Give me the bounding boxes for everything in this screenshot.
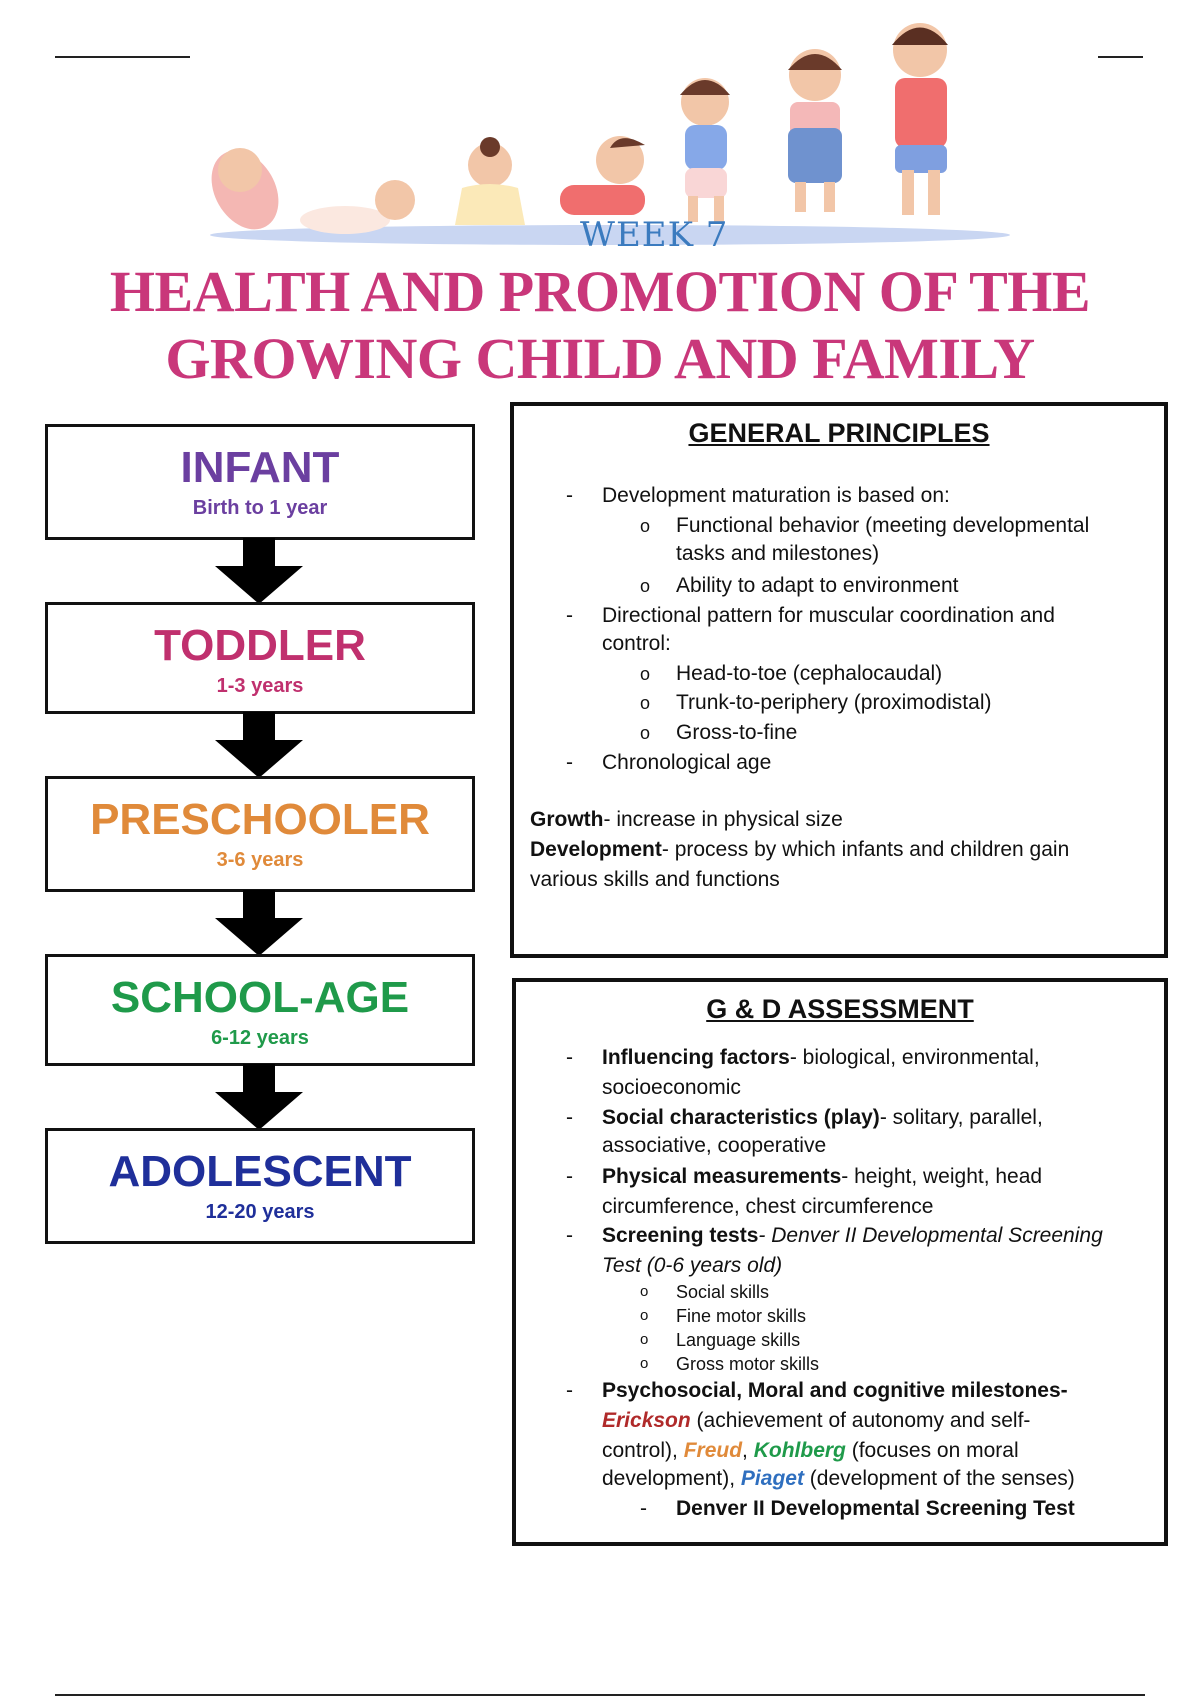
- general-principles-panel: [510, 402, 1168, 958]
- down-arrow-icon: [211, 712, 307, 778]
- down-arrow-icon: [211, 538, 307, 604]
- item-def: - biological, environmental,: [789, 1046, 1040, 1069]
- lying-baby-figure: [300, 180, 415, 234]
- stage-range: 1-3 years: [216, 675, 304, 697]
- assessment-item: [602, 1163, 1042, 1191]
- item-def: - height, weight, head: [841, 1165, 1043, 1188]
- sub-bullet-circle: o: [640, 1307, 649, 1324]
- screening-skill: Gross motor skills: [676, 1354, 820, 1374]
- sub-bullet-circle: o: [640, 1331, 649, 1348]
- crawling-toddler-figure: [560, 136, 645, 215]
- principle-text: control:: [602, 632, 671, 655]
- screening-skill: Language skills: [676, 1330, 801, 1350]
- development-def: - process by which infants and children gain: [661, 838, 1070, 861]
- item-def: - Denver II Developmental Screening: [758, 1224, 1103, 1247]
- principle-text: Ability to adapt to environment: [676, 574, 959, 597]
- bullet-dash: -: [566, 1106, 573, 1129]
- comma: ,: [742, 1439, 754, 1462]
- screening-skill: Fine motor skills: [676, 1306, 807, 1326]
- top-left-rule: [55, 56, 190, 58]
- bullet-dash: -: [566, 1379, 573, 1402]
- item-def-cont: associative, cooperative: [602, 1134, 827, 1157]
- sub-bullet-circle: o: [640, 723, 651, 743]
- item-def-cont: socioeconomic: [602, 1076, 741, 1099]
- assessment-item: [602, 1044, 1040, 1072]
- bullet-dash: -: [566, 604, 573, 627]
- bullet-dash: -: [566, 1224, 573, 1247]
- week-label: WEEK 7: [580, 215, 729, 255]
- page-title-line-2: GROWING CHILD AND FAMILY: [165, 326, 1035, 391]
- sub-bullet-circle: o: [640, 1283, 649, 1300]
- erickson-def: (achievement of autonomy and self-: [690, 1409, 1031, 1432]
- kohlberg-def-cont: development),: [602, 1467, 741, 1490]
- child-overalls-figure: [788, 49, 842, 212]
- erickson-def-cont: control),: [602, 1439, 684, 1462]
- screening-skill: Social skills: [676, 1282, 770, 1302]
- growth-def: - increase in physical size: [603, 808, 843, 831]
- assessment-item: [602, 1222, 1103, 1250]
- sub-bullet-circle: o: [640, 1355, 649, 1372]
- growth-term: Growth: [530, 808, 604, 831]
- principle-text: Chronological age: [602, 751, 772, 774]
- item-def: - solitary, parallel,: [879, 1106, 1043, 1129]
- stage-name: ADOLESCENT: [108, 1147, 412, 1196]
- principle-text: Head-to-toe (cephalocaudal): [676, 662, 943, 685]
- bullet-dash: -: [566, 1165, 573, 1188]
- milestones-line-4: [602, 1465, 1075, 1493]
- stage-name: INFANT: [180, 443, 340, 492]
- stage-name: PRESCHOOLER: [90, 795, 430, 844]
- principle-text: Functional behavior (meeting developmental: [676, 514, 1090, 537]
- sub-bullet-circle: o: [640, 516, 651, 536]
- standing-toddler-figure: [680, 78, 730, 222]
- milestones-item: [602, 1377, 1068, 1405]
- stage-name: TODDLER: [154, 621, 366, 670]
- principle-text: Gross-to-fine: [676, 721, 798, 744]
- piaget-name: Piaget: [740, 1467, 804, 1490]
- top-right-rule: [1098, 56, 1143, 58]
- milestones-line-2: [602, 1407, 1030, 1435]
- principle-text: tasks and milestones): [676, 542, 880, 565]
- principle-text: Directional pattern for muscular coordination and: [602, 604, 1055, 627]
- development-definition: [530, 836, 1069, 864]
- development-term: Development: [530, 838, 662, 861]
- panel-title: G & D ASSESSMENT: [706, 994, 974, 1024]
- item-def-cont: Test (0-6 years old): [602, 1254, 783, 1277]
- stage-infant: [45, 424, 475, 540]
- stage-adolescent: [45, 1128, 475, 1244]
- stage-toddler: [45, 602, 475, 714]
- principle-text: Development maturation is based on:: [602, 484, 950, 507]
- item-term: Physical measurements: [602, 1165, 842, 1188]
- bullet-dash: -: [640, 1497, 647, 1520]
- sitting-baby-figure: [455, 137, 525, 225]
- bullet-dash: -: [566, 484, 573, 507]
- milestones-line-3: [602, 1437, 1019, 1465]
- newborn-figure: [198, 139, 292, 242]
- bullet-dash: -: [566, 751, 573, 774]
- stage-range: 3-6 years: [216, 849, 304, 871]
- denver-test-item: Denver II Developmental Screening Test: [676, 1497, 1075, 1520]
- erickson-name: Erickson: [602, 1409, 691, 1432]
- down-arrow-icon: [211, 890, 307, 956]
- stage-range: 6-12 years: [211, 1027, 309, 1049]
- school-girl-figure: [892, 23, 948, 215]
- gd-assessment-panel: [512, 978, 1168, 1546]
- item-term: Screening tests: [602, 1224, 759, 1247]
- stage-range: 12-20 years: [205, 1201, 315, 1223]
- principle-text: Trunk-to-periphery (proximodistal): [676, 691, 992, 714]
- stage-preschooler: [45, 776, 475, 892]
- piaget-def: (development of the senses): [803, 1467, 1075, 1490]
- sub-bullet-circle: o: [640, 664, 651, 684]
- assessment-item: [602, 1104, 1043, 1132]
- freud-name: Freud: [683, 1439, 743, 1462]
- sub-bullet-circle: o: [640, 693, 651, 713]
- sub-bullet-circle: o: [640, 576, 651, 596]
- stage-name: SCHOOL-AGE: [110, 973, 410, 1022]
- down-arrow-icon: [211, 1064, 307, 1130]
- item-term: Social characteristics (play): [602, 1106, 880, 1129]
- page-title-line-1: HEALTH AND PROMOTION OF THE: [109, 259, 1091, 324]
- item-term: Psychosocial, Moral and cognitive milestones: [602, 1379, 1061, 1402]
- item-term: Influencing factors: [602, 1046, 790, 1069]
- item-term-dash: -: [1060, 1379, 1068, 1402]
- growth-definition: [530, 806, 843, 834]
- kohlberg-def: (focuses on moral: [845, 1439, 1019, 1462]
- kohlberg-name: Kohlberg: [753, 1439, 846, 1462]
- bottom-rule: [55, 1694, 1145, 1696]
- item-def-cont: circumference, chest circumference: [602, 1195, 934, 1218]
- panel-title: GENERAL PRINCIPLES: [688, 418, 990, 448]
- bullet-dash: -: [566, 1046, 573, 1069]
- stage-school-age: [45, 954, 475, 1066]
- development-def-cont: various skills and functions: [530, 868, 780, 891]
- stage-range: Birth to 1 year: [192, 497, 328, 519]
